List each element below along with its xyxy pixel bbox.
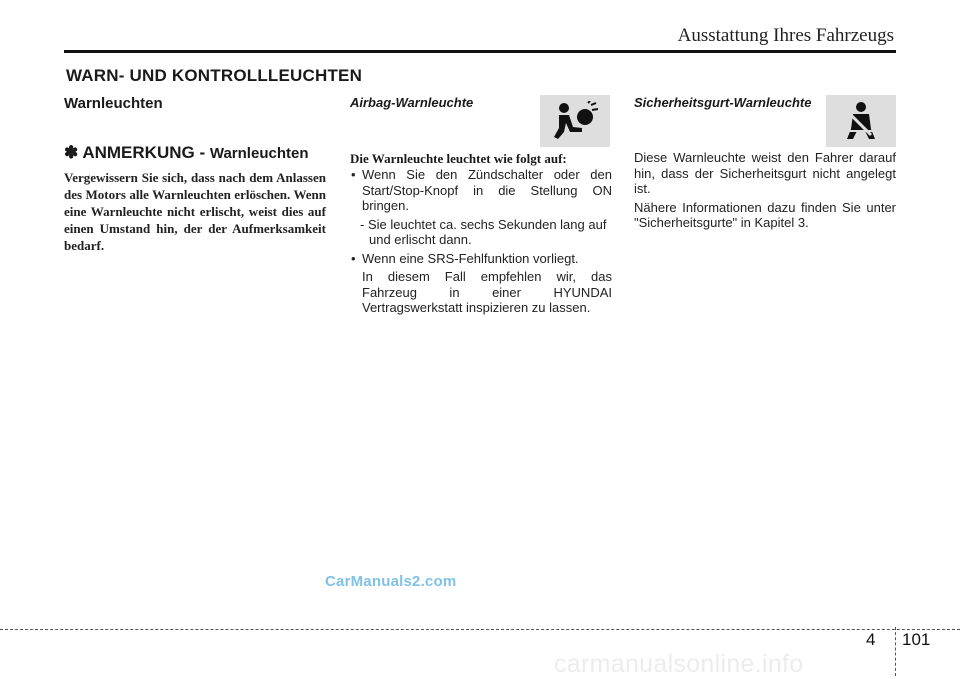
page-number: 101 (902, 630, 931, 649)
airbag-sub-duration: - Sie leuchtet ca. sechs Sekunden lang auf und erlischt dann. (360, 216, 607, 247)
airbag-intro: Die Warnleuchte leuchtet wie folgt auf: (350, 151, 567, 166)
note-heading (64, 143, 326, 163)
airbag-warning-title: Airbag-Warnleuchte (350, 95, 474, 110)
site-watermark: carmanualsonline.info (554, 650, 804, 678)
airbag-warning-icon (540, 95, 610, 147)
airbag-srs-recommendation: In diesem Fall empfehlen wir, das Fahrzeug in einer HYUNDAI Vertragswerkstatt inspizieren zu lassen. (362, 269, 612, 315)
header-rule (64, 50, 896, 53)
airbag-bullet-srs: • Wenn eine SRS-Fehlfunktion vorliegt. (350, 251, 612, 267)
note-body: Vergewissern Sie sich, dass nach dem Anlassen des Motors alle Warnleuchten erlöschen. Wenn eine Warnleuchte nicht erlischt, weist dies auf einen Umstand hin, der der Aufmerksamkeit bedarf. (64, 170, 326, 253)
seatbelt-reference: Nähere Informationen dazu finden Sie unter "Sicherheitsgurte" in Kapitel 3. (634, 199, 896, 230)
running-header: Ausstattung Ihres Fahrzeugs (677, 25, 894, 46)
airbag-bullet-ignition: • Wenn Sie den Zündschalter oder den Start/Stop-Knopf in die Stellung ON bringen. (350, 167, 612, 214)
list-item (350, 167, 612, 248)
seatbelt-warning-icon (826, 95, 896, 147)
list-item (350, 251, 612, 316)
seatbelt-warning-title: Sicherheitsgurt-Warnleuchte (634, 95, 812, 110)
seatbelt-description: Diese Warnleuchte weist den Fahrer darauf hin, dass der Sicherheitsgurt nicht angelegt ist. (634, 150, 896, 196)
footer-rule (0, 629, 960, 630)
column-airbag (350, 95, 612, 316)
note-symbol-icon: ✽ (64, 143, 79, 162)
section-title: WARN- UND KONTROLLLEUCHTEN (66, 66, 363, 85)
note-label: ANMERKUNG - (82, 143, 206, 162)
column-warnleuchten (64, 95, 326, 254)
seatbelt-symbol (841, 101, 881, 141)
chapter-number: 4 (866, 630, 876, 649)
airbag-conditions-list (350, 167, 612, 316)
airbag-symbol (552, 101, 598, 141)
footer-divider (895, 627, 896, 676)
note-sublabel: Warnleuchten (209, 145, 309, 162)
watermark-logo: CarManuals2.com (325, 573, 457, 590)
warnleuchten-heading: Warnleuchten (64, 95, 163, 112)
column-seatbelt (634, 95, 896, 231)
